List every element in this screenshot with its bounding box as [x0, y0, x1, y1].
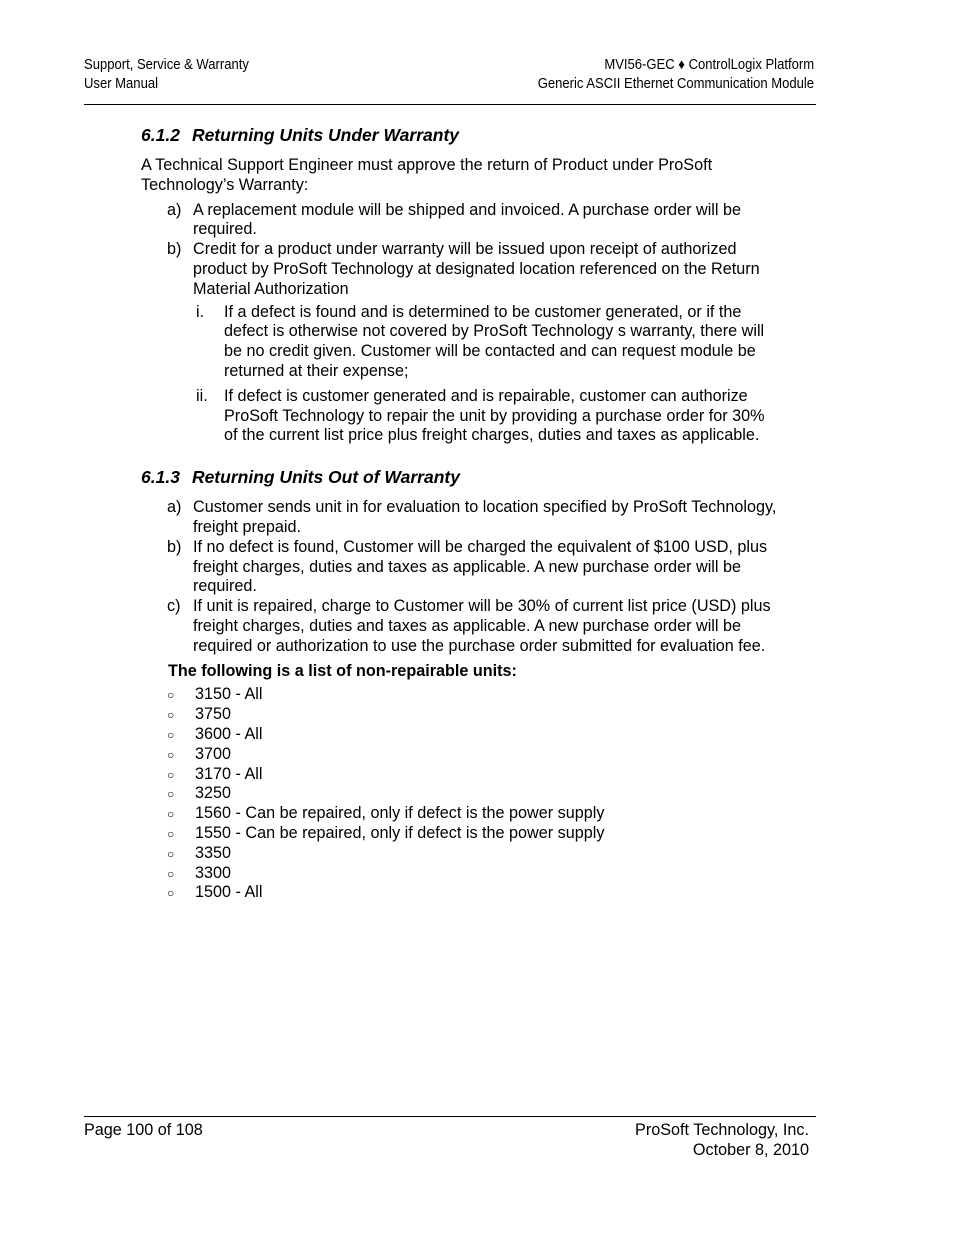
footer-right: [635, 1120, 809, 1160]
unit-text: 3250: [195, 784, 232, 803]
sublist-item-text: If defect is customer generated and is repairable, customer can authorize ProSoft Technology to repair the unit by providing a purchase order for 30% of the current list price plus freight charges, duties and taxes as applicable.: [224, 386, 765, 445]
unit-text: 3170 - All: [195, 764, 263, 783]
list-item: [141, 240, 781, 299]
list-marker: a): [167, 498, 182, 517]
unit-item: [141, 745, 781, 765]
unit-text: 1550 - Can be repaired, only if defect is the power supply: [195, 823, 605, 842]
page-number: Page 100 of 108: [84, 1121, 203, 1139]
list-item: [141, 538, 781, 597]
unit-text: 3700: [195, 744, 232, 763]
unit-item: [141, 765, 781, 785]
unit-text: 3150 - All: [195, 685, 263, 704]
unit-item: [141, 705, 781, 725]
circle-bullet-icon: ○: [167, 886, 175, 901]
list-item-text: If no defect is found, Customer will be charged the equivalent of $100 USD, plus freight charges, duties and taxes as applicable. A new purchase order will be required.: [193, 537, 768, 596]
unit-item: [141, 784, 781, 804]
list-marker: c): [167, 597, 181, 616]
list-item: [141, 201, 781, 241]
list-item-text: Credit for a product under warranty will be issued upon receipt of authorized product by ProSoft Technology at designated location referenced on the Return Material Authorization: [193, 240, 760, 298]
circle-bullet-icon: ○: [167, 747, 175, 762]
header-doc-type: User Manual: [84, 76, 158, 92]
unit-text: 3600 - All: [195, 724, 263, 743]
circle-bullet-icon: ○: [167, 807, 175, 822]
nonrepairable-units-list: [141, 685, 781, 903]
sublist-marker: ii.: [196, 386, 208, 405]
circle-bullet-icon: ○: [167, 826, 175, 841]
circle-bullet-icon: ○: [167, 866, 175, 881]
header-left: [84, 56, 249, 94]
list-marker: b): [167, 537, 182, 556]
unit-item: [141, 844, 781, 864]
list-item-text: A replacement module will be shipped and invoiced. A purchase order will be required.: [193, 200, 742, 239]
section-heading-6-1-3: [141, 466, 781, 488]
unit-text: 3350: [195, 843, 232, 862]
footer-divider: [84, 1116, 816, 1117]
unit-text: 3300: [195, 863, 232, 882]
circle-bullet-icon: ○: [167, 727, 175, 742]
circle-bullet-icon: ○: [167, 846, 175, 861]
unit-item: [141, 864, 781, 884]
section-intro: A Technical Support Engineer must approve the return of Product under ProSoft Technology’s Warranty:: [141, 156, 713, 194]
unit-item: [141, 804, 781, 824]
circle-bullet-icon: ○: [167, 787, 175, 802]
unit-text: 1560 - Can be repaired, only if defect is the power supply: [195, 804, 605, 823]
sublist-marker: i.: [196, 302, 205, 321]
warranty-list: [141, 201, 781, 300]
circle-bullet-icon: ○: [167, 708, 175, 723]
section-title: Returning Units Under Warranty: [191, 125, 460, 145]
list-item-text: If unit is repaired, charge to Customer will be 30% of current list price (USD) plus freight charges, duties and taxes as applicable. A new purchase order will be required or authorization to use the purchase order submitted for evaluation fee.: [193, 597, 771, 655]
footer-company: ProSoft Technology, Inc.: [635, 1121, 809, 1139]
list-item: [141, 597, 781, 656]
section-number: 6.1.3: [141, 467, 180, 488]
circle-bullet-icon: ○: [167, 767, 175, 782]
unit-text: 3750: [195, 705, 232, 724]
section-heading-6-1-2: [141, 124, 781, 146]
list-item-text: Customer sends unit in for evaluation to location specified by ProSoft Technology, freight prepaid.: [193, 498, 777, 536]
header-product-desc: Generic ASCII Ethernet Communication Module: [537, 76, 814, 92]
unit-item: [141, 725, 781, 745]
sublist-item: [141, 303, 781, 382]
section-number: 6.1.2: [141, 125, 180, 145]
list-marker: b): [167, 240, 182, 259]
unit-text: 1500 - All: [195, 883, 263, 902]
section-title: Returning Units Out of Warranty: [191, 467, 460, 488]
sublist-item-text: If a defect is found and is determined to be customer generated, or if the defect is otherwise not covered by ProSoft Technology s warranty, there will be no credit given. Customer will be contacted and can request module be returned at their expense;: [224, 302, 765, 380]
page-content: [141, 124, 781, 903]
header-divider: [84, 104, 816, 105]
header-right: [538, 56, 814, 94]
out-of-warranty-list: [141, 498, 781, 656]
sublist-item: [141, 387, 781, 446]
header-section-title: Support, Service & Warranty: [84, 57, 249, 73]
circle-bullet-icon: ○: [167, 688, 175, 703]
warranty-sublist: [141, 303, 781, 447]
unit-item: [141, 883, 781, 903]
unit-item: [141, 685, 781, 705]
header-product: MVI56-GEC ♦ ControlLogix Platform: [604, 57, 814, 73]
unit-item: [141, 824, 781, 844]
list-marker: a): [167, 200, 182, 219]
footer-date: October 8, 2010: [692, 1141, 809, 1159]
list-item: [141, 498, 781, 538]
nonrepairable-heading: The following is a list of non-repairable units:: [168, 661, 517, 680]
